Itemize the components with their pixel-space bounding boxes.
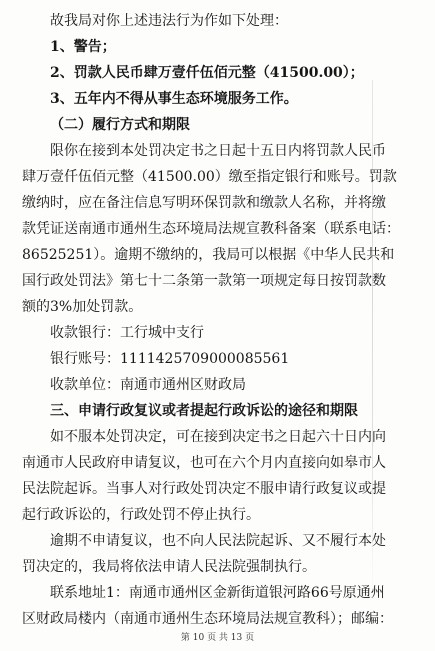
text-line: 收款银行：工行城中支行 bbox=[50, 325, 204, 341]
text-line: 银行账号：1111425709000085561 bbox=[50, 351, 290, 367]
text-line: 额的3%加处罚款。 bbox=[22, 299, 143, 315]
text-line: 缴纳时，应在备注信息写明环保罚款和缴款人名称，并将缴 bbox=[22, 195, 386, 211]
text-line: 联系地址1：南通市通州区金新街道银河路66号原通州 bbox=[50, 585, 385, 601]
text-line: 收款单位：南通市通州区财政局 bbox=[50, 377, 246, 393]
text-line: 故我局对你上述违法行为作如下处理： bbox=[50, 13, 288, 29]
text-line: 国行政处罚法》第七十二条第一款第一项规定每日按罚款数 bbox=[22, 273, 386, 289]
text-line: 86525251）。逾期不缴纳的，我局可以根据《中华人民共和 bbox=[22, 247, 395, 263]
text-line: 3、五年内不得从事生态环境服务工作。 bbox=[50, 91, 298, 107]
text-line: 区财政局楼内（南通市通州生态环境局法规宣教科）；邮编： bbox=[22, 611, 393, 627]
text-line: （二）履行方式和期限 bbox=[50, 117, 190, 133]
text-line: 如不服本处罚决定，可在接到决定书之日起六十日内向 bbox=[50, 429, 386, 445]
text-line: 2、罚款人民币肆万壹仟伍佰元整（41500.00）； bbox=[50, 65, 364, 81]
text-line: 肆万壹仟伍佰元整（41500.00）缴至指定银行和账号。罚款 bbox=[22, 169, 397, 185]
document-body bbox=[22, 8, 420, 632]
text-line: 逾期不申请复议，也不向人民法院起诉、又不履行本处 bbox=[50, 533, 386, 549]
text-line: 民法院起诉。当事人对行政处罚决定不服申请行政复议或提 bbox=[22, 481, 386, 497]
text-line: 南通市人民政府申请复议，也可在六个月内直接向如皋市人 bbox=[22, 455, 386, 471]
text-line: 限你在接到本处罚决定书之日起十五日内将罚款人民币 bbox=[50, 143, 386, 159]
text-line: 罚决定的，我局将依法申请人民法院强制执行。 bbox=[22, 559, 316, 575]
text-line: 1、警告； bbox=[50, 39, 116, 55]
page-footer: 第 10 页 共 13 页 bbox=[180, 633, 255, 643]
text-line: 起行政诉讼的，行政处罚不停止执行。 bbox=[22, 507, 260, 523]
text-line: 三、申请行政复议或者提起行政诉讼的途径和期限 bbox=[50, 403, 358, 419]
text-line: 款凭证送南通市通州生态环境局法规宣教科备案（联系电话： bbox=[22, 221, 400, 237]
